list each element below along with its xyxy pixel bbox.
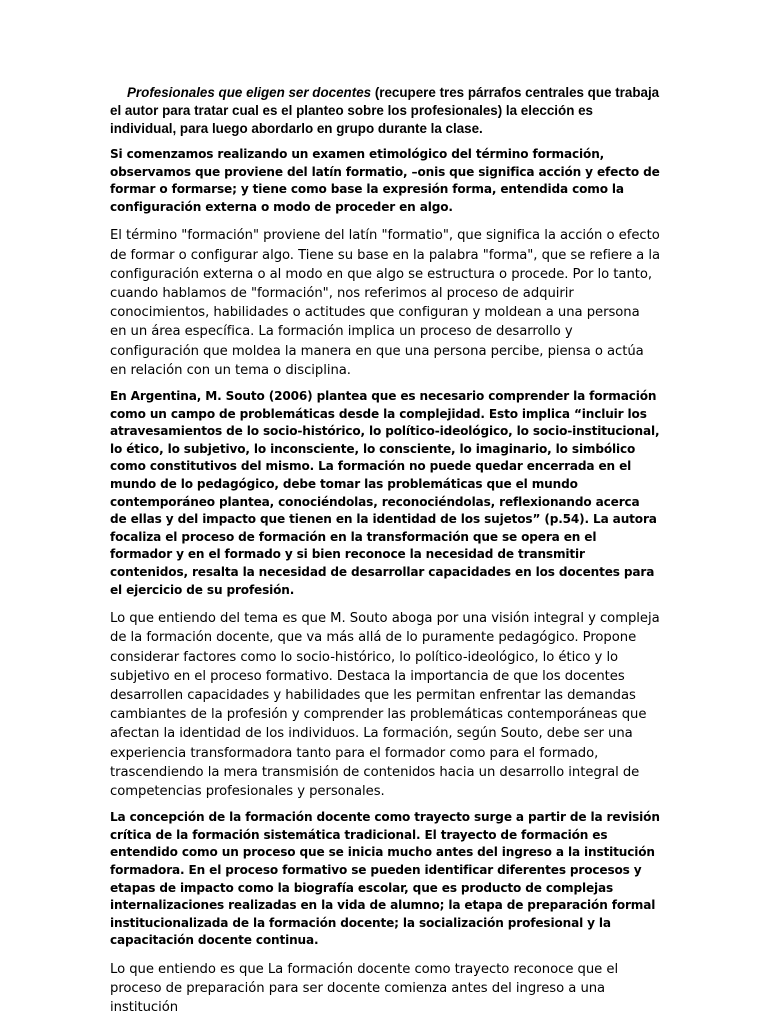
document-heading xyxy=(110,84,660,138)
paragraph-etymology: Si comenzamos realizando un examen etimológico del término formación, observamos que proviene del latín formatio, –onis que significa acción y efecto de formar o formarse; y tiene como base la expresión forma, entendida como la configuración externa o modo de proceder en algo. xyxy=(110,147,660,214)
paragraph-trayecto: La concepción de la formación docente como trayecto surge a partir de la revisión crítica de la formación sistemática tradicional. El trayecto de formación es entendido como un proceso que se inicia mucho antes del ingreso a la institución formadora. En el proceso formativo se pueden identificar diferentes procesos y etapas de impacto como la biografía escolar, que es producto de complejas internalizaciones realizadas en la vida de alumno; la etapa de preparación formal institucionalizada de la formación docente; la socialización profesional y la capacitación docente continua. xyxy=(110,810,660,948)
paragraph-etymology-explanation: El término "formación" proviene del latín "formatio", que significa la acción o efecto de formar o configurar algo. Tiene su base en la palabra "forma", que se refiere a la configuración externa o al modo en que algo se estructura o procede. Por lo tanto, cuando hablamos de "formación", nos referimos al proceso de adquirir conocimientos, habilidades o actitudes que configuran y moldean a una persona en un área específica. La formación implica un proceso de desarrollo y configuración que moldea la manera en que una persona percibe, piensa o actúa en relación con un tema o disciplina. xyxy=(110,228,660,378)
paragraph-souto-interpretation: Lo que entiendo del tema es que M. Souto aboga por una visión integral y compleja de la formación docente, que va más allá de lo puramente pedagógico. Propone considerar factores como lo socio-histórico, lo político-ideológico, lo ético y lo subjetivo en el proceso formativo. Destaca la importancia de que los docentes desarrollen capacidades y habilidades que les permitan enfrentar las demandas cambiantes de la profesión y comprender las problemáticas contemporáneas que afectan la identidad de los individuos. La formación, según Souto, debe ser una experiencia transformadora tanto para el formador como para el formado, trascendiendo la mera transmisión de contenidos hacia un desarrollo integral de competencias profesionales y personales. xyxy=(110,611,660,799)
heading-title: Profesionales que eligen ser docentes xyxy=(127,85,372,100)
heading-instruction: (recupere tres párrafos centrales que trabaja el autor para tratar cual es el planteo sobre los profesionales) la elección es individual, para luego abordarlo en grupo durante la clase. xyxy=(110,85,660,136)
paragraph-trayecto-interpretation: Lo que entiendo es que La formación docente como trayecto reconoce que el proceso de preparación para ser docente comienza antes del ingreso a una institución xyxy=(110,961,619,1016)
paragraph-souto-quote: En Argentina, M. Souto (2006) plantea que es necesario comprender la formación como un campo de problemáticas desde la complejidad. Esto implica “incluir los atravesamientos de lo socio-histórico, lo político-ideológico, lo socio-institucional, lo ético, lo subjetivo, lo inconsciente, lo consciente, lo imaginario, lo simbólico como constitutivos del mismo. La formación no puede quedar encerrada en el mundo de lo pedagógico, debe tomar las problemáticas que el mundo contemporáneo plantea, conociéndolas, reconociéndolas, reflexionando acerca de ellas y del impacto que tienen en la identidad de los sujetos” (p.54). La autora focaliza el proceso de formación en la transformación que se opera en el formador y en el formado y si bien reconoce la necesidad de transmitir contenidos, resalta la necesidad de desarrollar capacidades en los docentes para el ejercicio de su profesión. xyxy=(110,389,660,597)
